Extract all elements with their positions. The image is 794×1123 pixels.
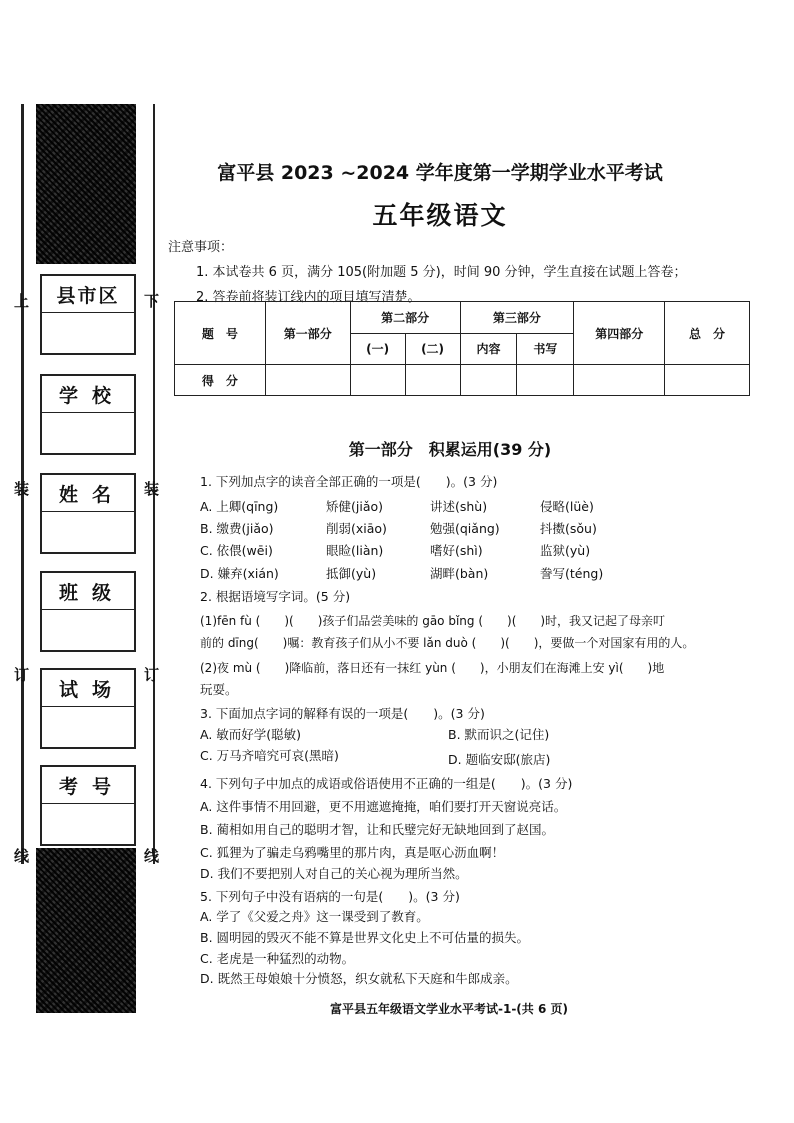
field-county: [40, 274, 136, 355]
score-table-tihao: 题 号: [175, 302, 266, 365]
note-1: 1. 本试卷共 6 页，满分 105(附加题 5 分)，时间 90 分钟，学生直接在试题上答卷；: [196, 265, 687, 280]
margin-word-ding-right: 订: [144, 666, 160, 684]
barcode-pattern-bottom: [36, 848, 136, 1013]
q1-option-d-4: 誊写(téng): [540, 566, 604, 581]
q4-option-c: C. 狐狸为了骗走乌鸦嘴里的那片肉，真是呕心沥血啊！: [200, 845, 505, 860]
field-name-label: 姓名: [42, 475, 134, 512]
score-table-sub2: (二): [405, 333, 460, 365]
q1-option-b-1: B. 缴费(jiǎo): [200, 521, 274, 536]
score-cell[interactable]: [574, 365, 665, 396]
field-exam-number: [40, 765, 136, 846]
notes-block: [168, 235, 687, 310]
field-exam-room-value[interactable]: [42, 707, 134, 747]
score-table-sub4: 书写: [517, 333, 574, 365]
q1-option-c-4: 监狱(yù): [540, 543, 591, 558]
field-class-value[interactable]: [42, 610, 134, 650]
part1-heading: 第一部分 积累运用(39 分): [348, 440, 552, 459]
score-table-sub1: (一): [350, 333, 405, 365]
q3-option-b: B. 默而识之(记住): [448, 727, 550, 742]
q1-option-b-4: 抖擞(sǒu): [540, 521, 597, 536]
q5-option-a: A. 学了《父爱之舟》这一课受到了教育。: [200, 909, 429, 924]
exam-title: 富平县 2023 ~2024 学年度第一学期学业水平考试: [217, 162, 663, 184]
q1-option-b-2: 削弱(xiāo): [326, 521, 387, 536]
q1-option-d-2: 抵御(yù): [326, 566, 377, 581]
note-2: 2. 答卷前将装订线内的项目填写清楚。: [196, 290, 421, 305]
score-cell[interactable]: [665, 365, 750, 396]
q5-option-c: C. 老虎是一种猛烈的动物。: [200, 951, 355, 966]
q4-option-d: D. 我们不要把别人对自己的关心视为理所当然。: [200, 866, 468, 881]
field-county-label: 县市区: [42, 276, 134, 313]
q2-line-3: (2)夜 mù ( )降临前，落日还有一抹红 yùn ( )，小朋友们在海滩上安 yì( )地: [200, 661, 665, 675]
score-cell[interactable]: [265, 365, 350, 396]
margin-word-zhuang-left: 装: [14, 480, 30, 498]
q1-option-d-3: 湖畔(bàn): [430, 566, 489, 581]
q1-option-c-3: 嗜好(shì): [430, 543, 483, 558]
field-exam-number-label: 考号: [42, 767, 134, 804]
field-class: [40, 571, 136, 652]
q5-option-d: D. 既然王母娘娘十分愤怒，织女就私下天庭和牛郎成亲。: [200, 971, 518, 986]
score-cell[interactable]: [405, 365, 460, 396]
field-exam-number-value[interactable]: [42, 804, 134, 844]
score-table-part3: 第三部分: [460, 302, 574, 334]
score-cell[interactable]: [350, 365, 405, 396]
margin-word-zhuang-right: 装: [144, 480, 160, 498]
q5-stem: 5. 下列句子中没有语病的一句是( )。(3 分): [200, 889, 460, 904]
margin-word-xian-right: 线: [144, 847, 160, 865]
q4-stem: 4. 下列句子中加点的成语或俗语使用不正确的一组是( )。(3 分): [200, 776, 573, 791]
barcode-pattern-top: [36, 104, 136, 264]
field-school-value[interactable]: [42, 413, 134, 453]
field-name-value[interactable]: [42, 512, 134, 552]
q2-line-1: (1)fēn fù ( )( )孩子们品尝美味的 gāo bǐng ( )( )时，我又记起了母亲叮: [200, 614, 666, 628]
score-table: [174, 301, 750, 396]
field-name: [40, 473, 136, 554]
q3-option-d: D. 题临安邸(旅店): [448, 752, 551, 767]
q1-option-a-1: A. 上卿(qīng): [200, 499, 279, 514]
q3-option-c: C. 万马齐喑究可哀(黑暗): [200, 748, 339, 763]
q1-option-c-1: C. 依偎(wēi): [200, 543, 273, 558]
q1-option-d-1: D. 嫌弃(xián): [200, 566, 279, 581]
q2-line-4: 玩耍。: [200, 682, 238, 697]
notes-heading: 注意事项：: [168, 240, 234, 255]
q2-stem: 2. 根据语境写字词。(5 分): [200, 589, 351, 604]
field-county-value[interactable]: [42, 313, 134, 353]
q3-option-a: A. 敏而好学(聪敏): [200, 727, 302, 742]
field-school: [40, 374, 136, 455]
margin-word-xian-left: 线: [14, 847, 30, 865]
q2-line-2: 前的 dīng( )嘱：教育孩子们从小不要 lǎn duò ( )( )，要做一个对国家有用的人。: [200, 636, 695, 650]
q1-option-b-3: 勉强(qiǎng): [430, 521, 500, 536]
score-table-part1: 第一部分: [265, 302, 350, 365]
field-exam-room: [40, 668, 136, 749]
q3-stem: 3. 下面加点字词的解释有误的一项是( )。(3 分): [200, 706, 485, 721]
field-school-label: 学校: [42, 376, 134, 413]
score-table-defen: 得 分: [175, 365, 266, 396]
score-cell[interactable]: [517, 365, 574, 396]
margin-word-shang: 上: [14, 292, 30, 310]
q1-option-c-2: 眼睑(liàn): [326, 543, 384, 558]
score-table-sub3: 内容: [460, 333, 517, 365]
q4-option-a: A. 这件事情不用回避，更不用遮遮掩掩，咱们要打开天窗说亮话。: [200, 799, 567, 814]
q4-option-b: B. 蔺相如用自己的聪明才智，让和氏璧完好无缺地回到了赵国。: [200, 822, 555, 837]
margin-word-ding-left: 订: [14, 666, 30, 684]
q1-option-a-4: 侵略(lüè): [540, 499, 594, 514]
field-class-label: 班级: [42, 573, 134, 610]
page-footer: 富平县五年级语文学业水平考试-1-(共 6 页): [330, 1002, 568, 1016]
score-table-total: 总 分: [665, 302, 750, 365]
score-table-part2: 第二部分: [350, 302, 460, 334]
score-cell[interactable]: [460, 365, 517, 396]
field-exam-room-label: 试场: [42, 670, 134, 707]
q1-stem: 1. 下列加点字的读音全部正确的一项是( )。(3 分): [200, 474, 498, 489]
q5-option-b: B. 圆明园的毁灭不能不算是世界文化史上不可估量的损失。: [200, 930, 530, 945]
margin-word-xia: 下: [144, 292, 160, 310]
exam-subject: 五年级语文: [372, 201, 508, 230]
q1-option-a-3: 讲述(shù): [430, 499, 488, 514]
score-table-part4: 第四部分: [574, 302, 665, 365]
q1-option-a-2: 矫健(jiǎo): [326, 499, 384, 514]
